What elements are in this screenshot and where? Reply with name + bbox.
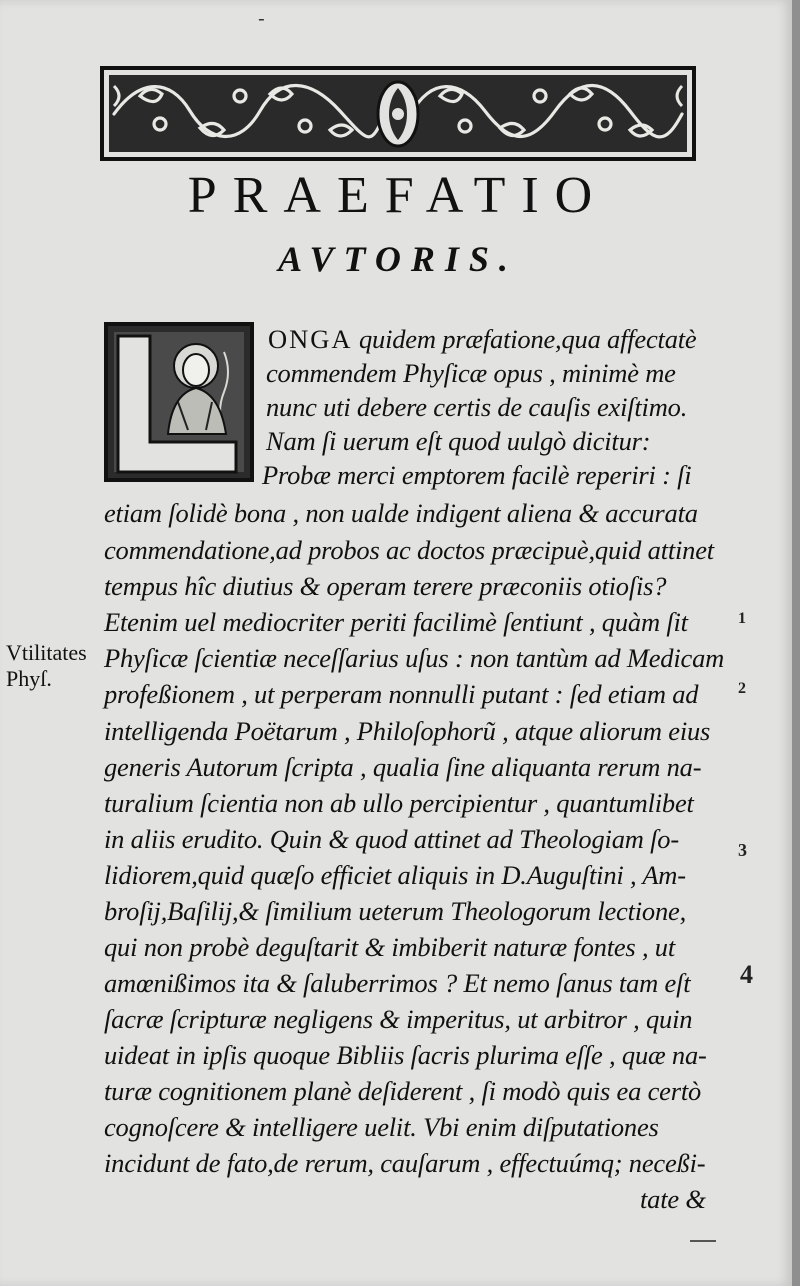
margin-note-line-2: Phyſ. [6,666,52,691]
text-line: uideat in ipſis quoque Bibliis ſacris plurima eſſe , quæ na- [104,1040,707,1070]
text-line-1: ONGA quidem præfatione,qua affectatè [268,324,697,354]
text-line: broſij,Baſilij,& ſimilium ueterum Theologorum lectione, [104,896,687,926]
bottom-rule [690,1240,716,1242]
text-line: commendatione,ad probos ac doctos præcipuè,quid attinet [104,535,714,565]
text-line: Etenim uel mediocriter periti facilimè ſentiunt , quàm ſit [104,607,688,637]
catchword: tate & [640,1184,706,1214]
margin-note [6,640,87,692]
text-line: Probæ merci emptorem facilè reperiri : ſi [262,460,692,490]
margin-note-line-1: Vtilitates [6,640,87,665]
top-page-mark: - [258,6,265,30]
text-line: intelligenda Poëtarum , Philoſophorũ , atque aliorum eius [104,716,711,746]
page-subtitle: AVTORIS. [278,239,518,279]
side-number-1: 1 [738,610,746,627]
text-line: turæ cognitionem planè deſiderent , ſi modò quis ea certò [104,1076,702,1106]
ornamental-headpiece [100,66,696,161]
text-line: incidunt de fato,de rerum, cauſarum , effectuúmq; neceßi- [104,1148,706,1178]
page-title: PRAEFATIO [187,167,609,224]
text-line: etiam ſolidè bona , non ualde indigent aliena & accurata [104,498,698,528]
side-number-3: 3 [738,840,747,860]
text-line: Phyſicæ ſcientiæ neceſſarius uſus : non tantùm ad Medicam [104,643,725,673]
text-line: in aliis erudito. Quin & quod attinet ad Theologiam ſo- [104,824,679,854]
text-line: turalium ſcientia non ab ullo percipientur , quantumlibet [104,788,694,818]
first-line-caps: ONGA [268,324,353,354]
text-line: nunc uti debere certis de cauſis exiſtimo. [266,392,688,422]
text-line: amœnißimos ita & ſaluberrimos ? Et nemo ſanus tam eſt [104,968,691,998]
decorated-initial [104,322,254,482]
text-line: qui non probè deguſtarit & imbiberit naturæ fontes , ut [104,932,676,962]
initial-letter: L [134,468,135,469]
text-line: Nam ſi uerum eſt quod uulgò dicitur: [266,426,651,456]
text-line: generis Autorum ſcripta , qualia ſine aliquanta rerum na- [104,752,702,782]
text-line: ſacræ ſcripturæ negligens & imperitus, ut arbitror , quin [104,1004,693,1034]
side-number-2: 2 [738,680,746,697]
text-line: cognoſcere & intelligere uelit. Vbi enim diſputationes [104,1112,659,1142]
text-line: tempus hîc diutius & operam terere præconiis otioſis? [104,571,667,601]
text-line: commendem Phyſicæ opus , minimè me [266,358,676,388]
text-line: lidiorem,quid quæſo efficiet aliquis in D.Auguſtini , Am- [104,860,686,890]
side-number-4: 4 [740,960,753,989]
text-line: profeßionem , ut perperam nonnulli putant : ſed etiam ad [104,679,699,709]
